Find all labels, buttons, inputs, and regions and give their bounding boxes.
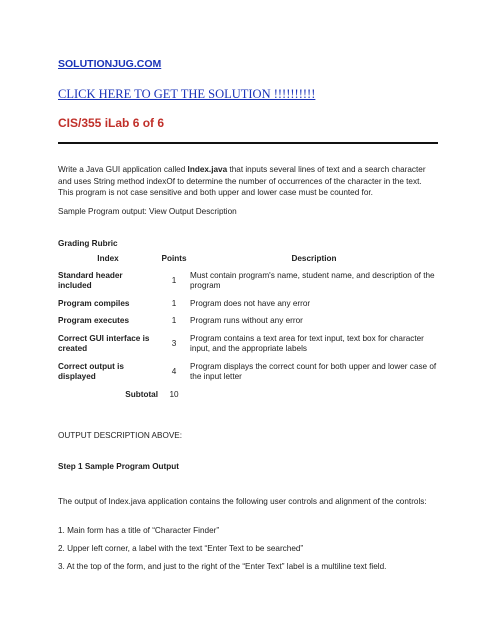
column-header-index: Index [97,254,119,263]
row-description: Program runs without any error [190,316,303,325]
row-points: 3 [171,338,177,348]
row-points: 1 [171,298,177,308]
column-header-description: Description [291,254,337,263]
row-description: Program contains a text area for text input, text box for character input, and the appropriate labels [190,333,424,353]
step1-intro: The output of Index.java application contains the following user controls and alignment of the controls: [58,497,427,506]
title-divider [58,142,438,144]
row-points: 4 [171,366,177,376]
row-index: Standard header included [58,270,123,290]
list-item: 2. Upper left corner, a label with the text “Enter Text to be searched” [58,544,304,553]
filename: Index.java [187,165,228,174]
list-item: 3. At the top of the form, and just to the right of the “Enter Text” label is a multiline text field. [58,562,387,571]
row-index: Program executes [58,316,129,325]
subtotal-row [58,390,438,408]
row-description: Program does not have any error [190,298,311,308]
table-row [58,271,438,299]
row-description: Must contain program's name, student name, and description of the program [190,270,435,290]
table-row [58,299,438,317]
table-row [58,316,438,334]
row-index: Program compiles [58,298,130,308]
sample-output-line: Sample Program output: View Output Description [58,207,237,216]
table-row [58,362,438,390]
get-solution-link[interactable]: CLICK HERE TO GET THE SOLUTION !!!!!!!!!! [58,87,316,101]
row-description: Program displays the correct count for both upper and lower case of the input letter [190,361,437,381]
row-index: Correct output is displayed [58,361,124,381]
intro-paragraph: Write a Java GUI application called Index.java that inputs several lines of text and a search character and uses String method indexOf to determine the number of occurrences of the character in the text. This program is not case sensitive and both upper and lower case must be counted for. [58,165,426,197]
rubric-heading: Grading Rubric [58,239,118,248]
step1-heading: Step 1 Sample Program Output [58,462,180,471]
row-index: Correct GUI interface is created [58,333,150,353]
rubric-header-row [58,254,438,271]
grading-rubric-table [58,254,438,407]
site-link[interactable]: SOLUTIONJUG.COM [58,58,162,70]
document-title: CIS/355 iLab 6 of 6 [58,116,165,130]
list-item: 1. Main form has a title of “Character Finder” [58,526,220,535]
row-points: 1 [171,316,177,325]
row-points: 1 [171,275,177,285]
table-row [58,334,438,362]
output-description-heading: OUTPUT DESCRIPTION ABOVE: [58,431,183,440]
subtotal-value: 10 [169,389,179,399]
subtotal-label: Subtotal [125,389,158,399]
column-header-points: Points [161,254,187,263]
